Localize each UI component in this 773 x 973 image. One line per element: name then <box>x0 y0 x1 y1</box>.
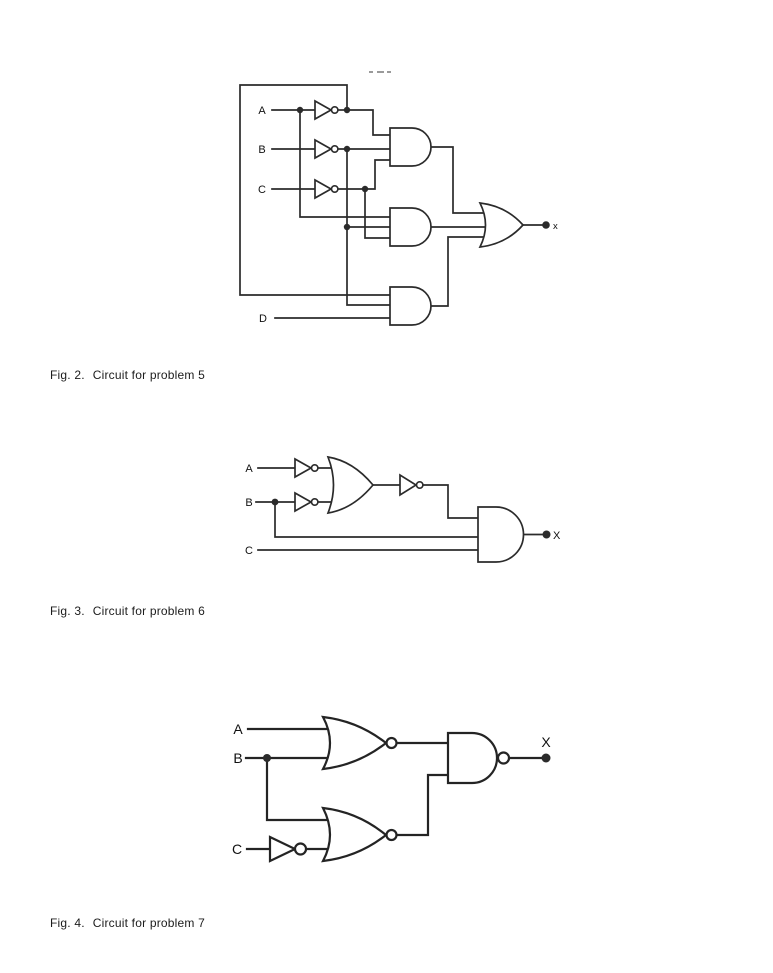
fig4-gates <box>270 717 509 861</box>
output-label: x <box>553 221 558 232</box>
nor-gate-2-icon <box>323 808 386 861</box>
fig3-caption <box>50 604 205 618</box>
fig3-gates <box>295 457 524 562</box>
figure-3-diagram <box>0 440 773 580</box>
input-label-c: C <box>231 841 243 857</box>
not-gate-a-icon <box>315 101 331 119</box>
output-label: X <box>541 734 551 750</box>
input-label-b: B <box>245 497 253 509</box>
fig4-caption-text: Circuit for problem 7 <box>92 916 205 930</box>
junction-dot <box>344 224 350 230</box>
not-gate-2-icon <box>400 475 416 495</box>
fig2-wires <box>240 85 542 318</box>
not-gate-a-icon <box>295 459 311 477</box>
not-bubble-icon <box>332 146 338 152</box>
and-gate-3-icon <box>390 287 431 325</box>
not-bubble-icon <box>312 465 318 471</box>
not-gate-b-icon <box>315 140 331 158</box>
and-gate-2-icon <box>390 208 431 246</box>
nor-bubble-icon <box>387 738 397 748</box>
junction-dot <box>263 754 271 762</box>
input-label-d: D <box>259 313 267 325</box>
not-bubble-icon <box>312 499 318 505</box>
and-gate-icon <box>478 507 524 562</box>
not-bubble-icon <box>332 107 338 113</box>
junction-dot <box>362 186 368 192</box>
nand-gate-icon <box>448 733 497 783</box>
junction-dot <box>272 499 279 506</box>
wire-not-to-and <box>423 485 478 518</box>
input-label-a: A <box>233 721 243 737</box>
wire-a-to-and2 <box>300 110 390 217</box>
figure-4-diagram <box>0 690 773 890</box>
wire-nor2-to-nand <box>397 775 448 835</box>
and-gate-1-icon <box>390 128 431 166</box>
figure-2-diagram <box>0 0 773 360</box>
wire-cnot-to-and1 <box>338 160 390 189</box>
not-bubble-icon <box>295 844 306 855</box>
not-gate-c-icon <box>315 180 331 198</box>
fig2-caption-text: Circuit for problem 5 <box>92 368 205 382</box>
or-gate-icon <box>328 457 373 513</box>
input-label-c: C <box>258 184 266 196</box>
output-dot <box>542 221 550 229</box>
junction-dot <box>344 146 350 152</box>
or-gate-icon <box>480 203 523 247</box>
fig2-caption <box>50 368 205 382</box>
fig3-caption-text: Circuit for problem 6 <box>92 604 205 618</box>
junction-dot <box>344 107 350 113</box>
input-label-c: C <box>245 545 253 557</box>
fig3-caption-number: Fig. 3. <box>50 604 85 618</box>
input-label-b: B <box>233 750 243 766</box>
not-bubble-icon <box>332 186 338 192</box>
input-label-b: B <box>258 144 266 156</box>
not-gate-c-icon <box>270 837 295 861</box>
not-bubble-icon <box>417 482 423 488</box>
output-label: X <box>553 530 561 542</box>
wire-anot-to-and1 <box>347 110 390 135</box>
input-label-a: A <box>245 463 253 475</box>
fig2-caption-number: Fig. 2. <box>50 368 85 382</box>
junction-dot <box>297 107 303 113</box>
output-dot <box>543 531 551 539</box>
fig4-caption-number: Fig. 4. <box>50 916 85 930</box>
nor-bubble-icon <box>387 830 397 840</box>
output-dot <box>542 754 551 763</box>
nand-bubble-icon <box>498 753 509 764</box>
wire-cnot-to-and2 <box>365 189 390 238</box>
not-gate-b-icon <box>295 493 311 511</box>
input-label-a: A <box>258 105 266 117</box>
nor-gate-1-icon <box>323 717 386 769</box>
fig4-caption <box>50 916 205 930</box>
